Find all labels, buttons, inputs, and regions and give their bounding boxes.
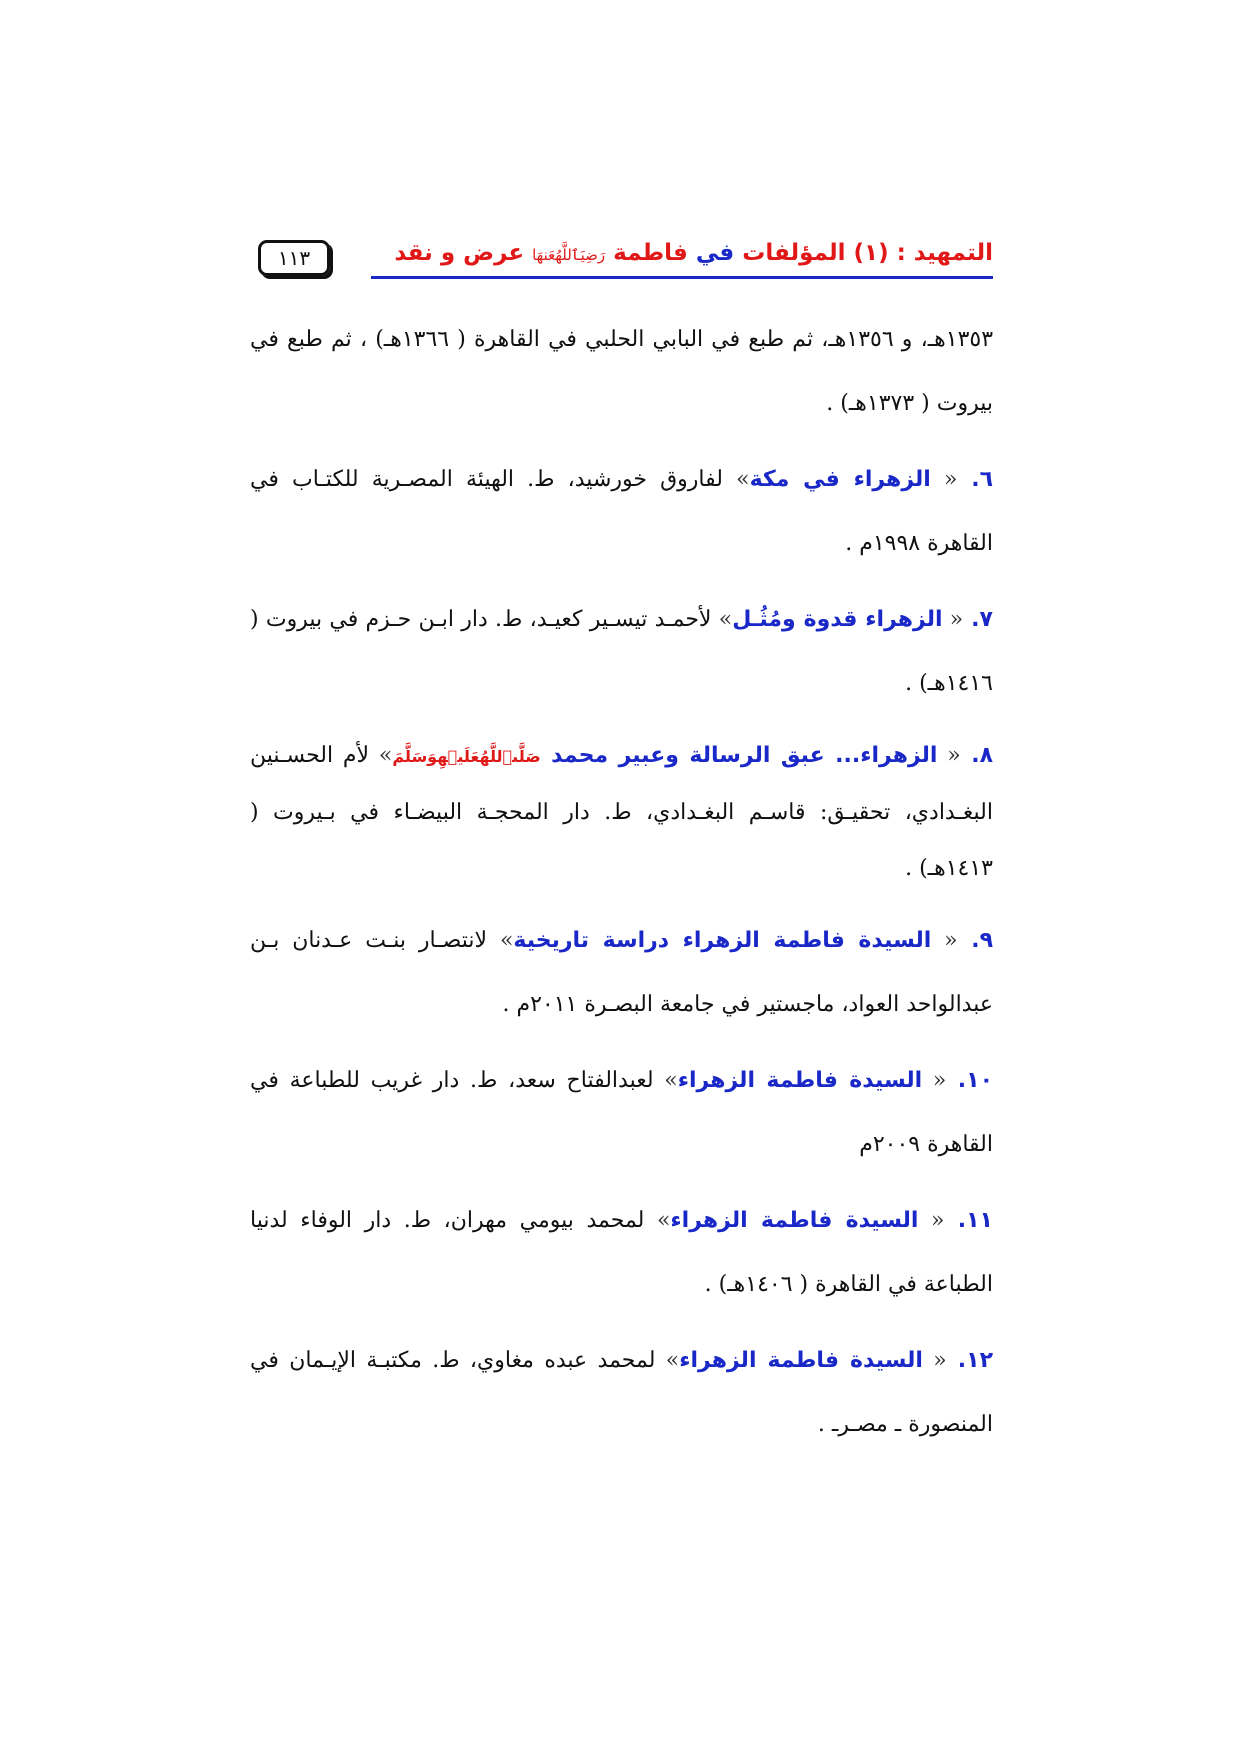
close-quote: »: [369, 743, 393, 768]
entry-number: ٧.: [963, 607, 993, 632]
page-number: ١١٣: [258, 240, 330, 276]
entry-8: [250, 728, 993, 897]
entry-details: لمحمد بيومي مهران، ط. دار الوفاء لدنيا الطباعة في القاهرة ( ١٤٠٦هـ) .: [250, 1208, 993, 1297]
open-quote: «: [931, 928, 958, 953]
header-fatima: فاطمة: [605, 240, 696, 266]
entry-6: [250, 448, 993, 576]
entry-honorific: صَلَّىٱللَّهُعَلَيۡهِوَسَلَّمَ: [392, 747, 541, 766]
header-suffix: عرض و نقد: [394, 240, 533, 266]
entry-title: السيدة فاطمة الزهراء: [677, 1068, 923, 1093]
close-quote: »: [711, 607, 733, 632]
entry-title: السيدة فاطمة الزهراء دراسة تاريخية: [513, 928, 932, 953]
open-quote: «: [942, 607, 964, 632]
entry-details: لعبدالفتاح سعد، ط. دار غريب للطباعة في القاهرة ٢٠٠٩م: [250, 1068, 993, 1157]
header-title: [394, 238, 993, 270]
entry-details: لمحمد عبده مغاوي، ط. مكتبـة الإيـمان في المنصورة ـ مصـرـ .: [250, 1348, 993, 1437]
entry-number: ١١.: [944, 1208, 993, 1233]
entry-12: [250, 1329, 993, 1457]
entry-number: ١٠.: [946, 1068, 994, 1093]
entry-details: لانتصـار بنـت عـدنان بـن عبدالواحد العواد، ماجستير في جامعة البصـرة ٢٠١١م .: [250, 928, 993, 1017]
entry-title: الزهراء... عبق الرسالة وعبير محمد: [540, 743, 938, 768]
close-quote: »: [653, 1068, 678, 1093]
entry-title: الزهراء قدوة ومُثُـل: [732, 607, 943, 632]
running-header: [258, 238, 993, 282]
entry-10: [250, 1049, 993, 1177]
entry-details: لأحمـد تيسـير كعيـد، ط. دار ابـن حـزم في بيروت ( ١٤١٦هـ) .: [250, 607, 993, 696]
close-quote: »: [644, 1208, 671, 1233]
entry-title: السيدة فاطمة الزهراء: [679, 1348, 923, 1373]
entry-number: ٨.: [960, 743, 993, 768]
entry-details: لفاروق خورشيد، ط. الهيئة المصـرية للكتـاب في القاهرة ١٩٩٨م .: [250, 467, 993, 556]
header-fi: في: [695, 240, 735, 266]
intro-paragraph: ١٣٥٣هـ، و ١٣٥٦هـ، ثم طبع في البابي الحلبي في القاهرة ( ١٣٦٦هـ) ، ثم طبع في بيروت ( ١٣٧٣هـ) .: [250, 327, 994, 416]
page-body: [250, 308, 993, 1469]
entry-title: السيدة فاطمة الزهراء: [670, 1208, 919, 1233]
entry-number: ٦.: [957, 467, 994, 492]
close-quote: »: [722, 467, 750, 492]
entry-title: الزهراء في مكة: [749, 467, 931, 492]
entry-11: [250, 1189, 993, 1317]
entry-number: ١٢.: [946, 1348, 993, 1373]
open-quote: «: [922, 1068, 947, 1093]
header-rule: [371, 276, 993, 279]
close-quote: »: [655, 1348, 680, 1373]
open-quote: «: [937, 743, 961, 768]
open-quote: «: [922, 1348, 947, 1373]
header-prefix: التمهيد : (١) المؤلفات: [734, 240, 993, 266]
entry-9: [250, 909, 993, 1037]
entry-7: [250, 588, 993, 716]
open-quote: «: [930, 467, 958, 492]
entry-details: لأم الحسـنين البغـدادي، تحقيـق: قاسـم البغـدادي، ط. دار المحجـة البيضـاء في بـيروت ( ١٤١٣هـ) .: [250, 743, 993, 881]
entry-number: ٩.: [957, 928, 994, 953]
close-quote: »: [487, 928, 514, 953]
header-honorific: رَضِيَٱللَّهُعَنهَا: [532, 246, 606, 264]
open-quote: «: [918, 1208, 945, 1233]
